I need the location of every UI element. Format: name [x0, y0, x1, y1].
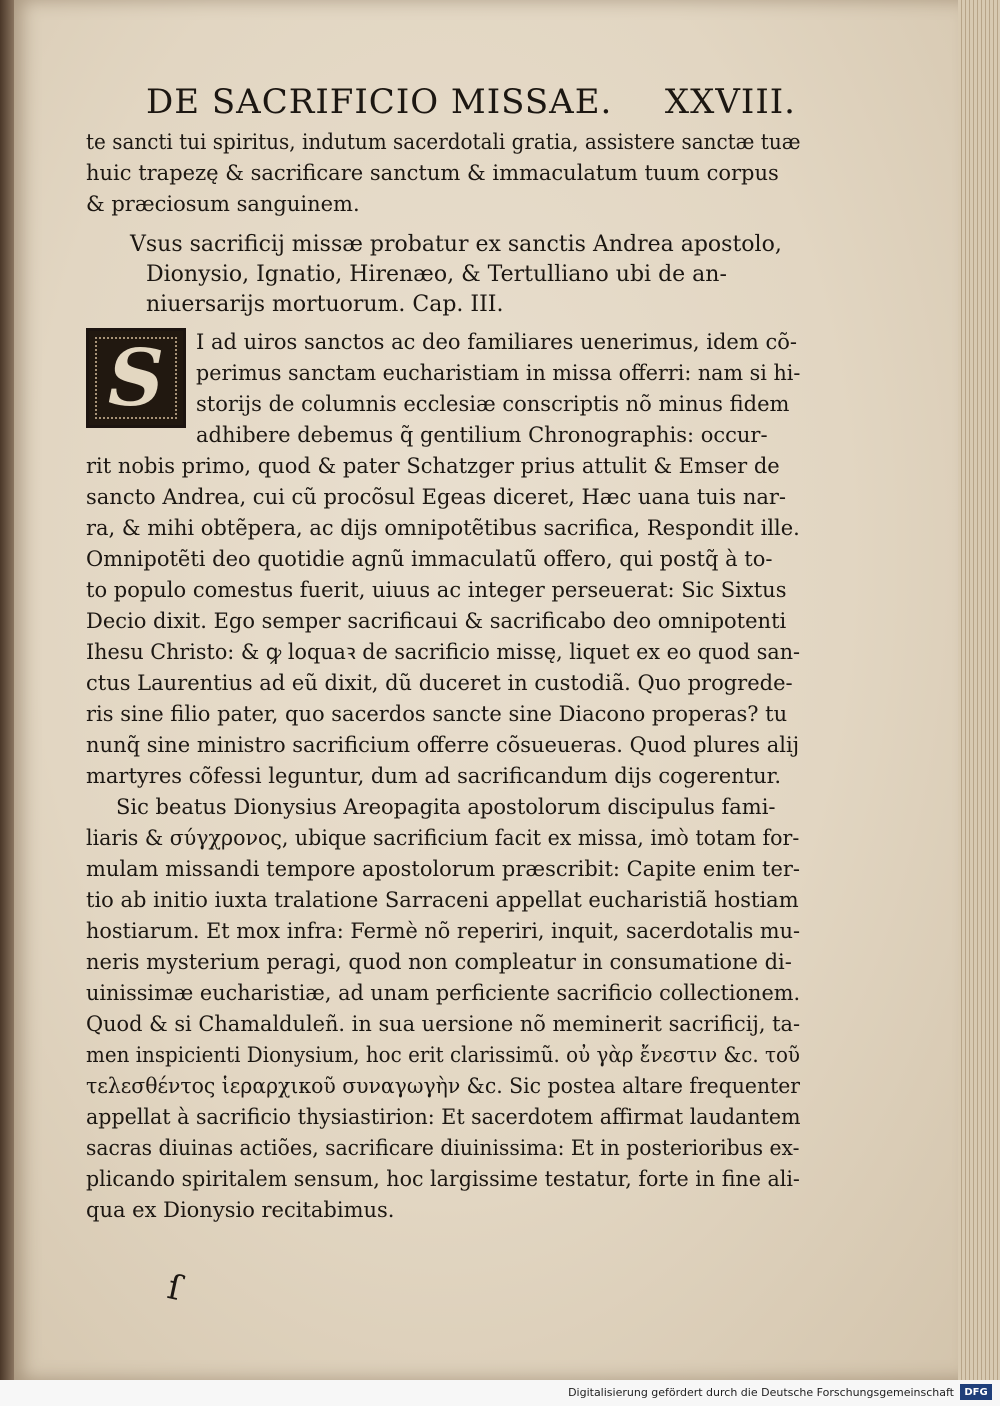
chapter-heading-line-2: Dionysio, Ignatio, Hirenæo, & Tertulliano ubi de an- [146, 262, 727, 287]
chapter-heading-line-3: niuersarijs mortuorum. Cap. III. [146, 292, 504, 317]
body-line: ris sine filio pater, quo sacerdos sancte sine Diacono properas? tu [86, 702, 788, 726]
body-line: ctus Laurentius ad eũ dixit, dũ duceret in custodiã. Quo progrede- [86, 671, 793, 695]
body-line: Omnipotẽti deo quotidie agnũ immaculatũ offero, qui postq̃ à to- [86, 547, 773, 571]
funding-credit: Digitalisierung gefördert durch die Deutsche Forschungsgemeinschaft [568, 1386, 954, 1399]
body-line: ra, & mihi obtẽpera, ac dijs omnipotẽtibus sacrifica, Respondit ille. [86, 516, 800, 540]
body-line: τελεσθέντος ἱεραρχικοῦ συναγωγὴν &c. Sic postea altare frequenter [86, 1074, 801, 1098]
dfg-logo: DFG [960, 1384, 992, 1400]
opening-line-2: huic trapezę & sacrificare sanctum & immaculatum tuum corpus [86, 161, 779, 185]
body-line: tio ab initio iuxta tralatione Sarraceni appellat eucharistiã hostiam [86, 888, 799, 912]
page-edges [958, 0, 1000, 1380]
body-line: perimus sanctam eucharistiam in missa offerri: nam si hi- [196, 361, 801, 385]
body-line: rit nobis primo, quod & pater Schatzger prius attulit & Emser de [86, 454, 780, 478]
body-line: uinissimæ eucharistiæ, ad unam perficiente sacrificio collectionem. [86, 981, 801, 1005]
body-line: mulam missandi tempore apostolorum præscribit: Capite enim ter- [86, 857, 801, 881]
running-header [146, 82, 796, 122]
body-line: men inspicienti Dionysium, hoc erit clarissimũ. οὐ γὰρ ἔνεστιν &c. τοῦ [86, 1043, 801, 1067]
folio-number: XXVIII. [664, 82, 796, 122]
body-line: sancto Andrea, cui cũ procõsul Egeas diceret, Hæc uana tuis nar- [86, 485, 787, 509]
body-line: to populo comestus fuerit, uiuus ac integer perseuerat: Sic Sixtus [86, 578, 787, 602]
body-line: sacras diuinas actiões, sacrificare diuinissima: Et in posterioribus ex- [86, 1136, 800, 1160]
body-line: I ad uiros sanctos ac deo familiares uenerimus, idem cõ- [196, 330, 797, 354]
ink-mark: ſ [163, 1267, 185, 1309]
chapter-heading-line-1: Vsus sacrificij missæ probatur ex sanctis Andrea apostolo, [130, 232, 782, 257]
body-line: storijs de columnis ecclesiæ conscriptis nõ minus fidem [196, 392, 790, 416]
body-line: Ihesu Christo: & ꝙ loquaꝛ de sacrificio missę, liquet ex eo quod san- [86, 640, 801, 664]
initial-letter: S [107, 332, 165, 424]
body-line: nunq̃ sine ministro sacrificium offerre cõsueueras. Quod plures alij [86, 733, 800, 757]
body-line: Quod & si Chamalduleñ. in sua uersione nõ meminerit sacrificij, ta- [86, 1012, 801, 1036]
opening-line-1: te sancti tui spiritus, indutum sacerdotali gratia, assistere sanctæ tuæ [86, 130, 801, 154]
body-line: Sic beatus Dionysius Areopagita apostolorum discipulus fami- [116, 795, 776, 819]
body-line: plicando spiritalem sensum, hoc largissime testatur, forte in fine ali- [86, 1167, 800, 1191]
body-line: neris mysterium peragi, quod non compleatur in consumatione di- [86, 950, 792, 974]
body-line: qua ex Dionysio recitabimus. [86, 1198, 395, 1222]
body-line: liaris & σύγχρονος, ubique sacrificium facit ex missa, imò totam for- [86, 826, 800, 850]
decorated-initial [86, 328, 186, 428]
body-line: appellat à sacrificio thysiastirion: Et sacerdotem affirmat laudantem [86, 1105, 801, 1129]
body-line: Decio dixit. Ego semper sacrificaui & sacrificabo deo omnipotenti [86, 609, 787, 633]
body-line: adhibere debemus q̃ gentilium Chronographis: occur- [196, 423, 768, 447]
opening-line-3: & præciosum sanguinem. [86, 192, 360, 216]
body-line: martyres cõfessi leguntur, dum ad sacrificandum dijs cogerentur. [86, 764, 782, 788]
body-line: hostiarum. Et mox infra: Fermè nõ reperiri, inquit, sacerdotalis mu- [86, 919, 800, 943]
book-gutter [0, 0, 14, 1406]
header-title: DE SACRIFICIO MISSAE. [146, 82, 613, 122]
